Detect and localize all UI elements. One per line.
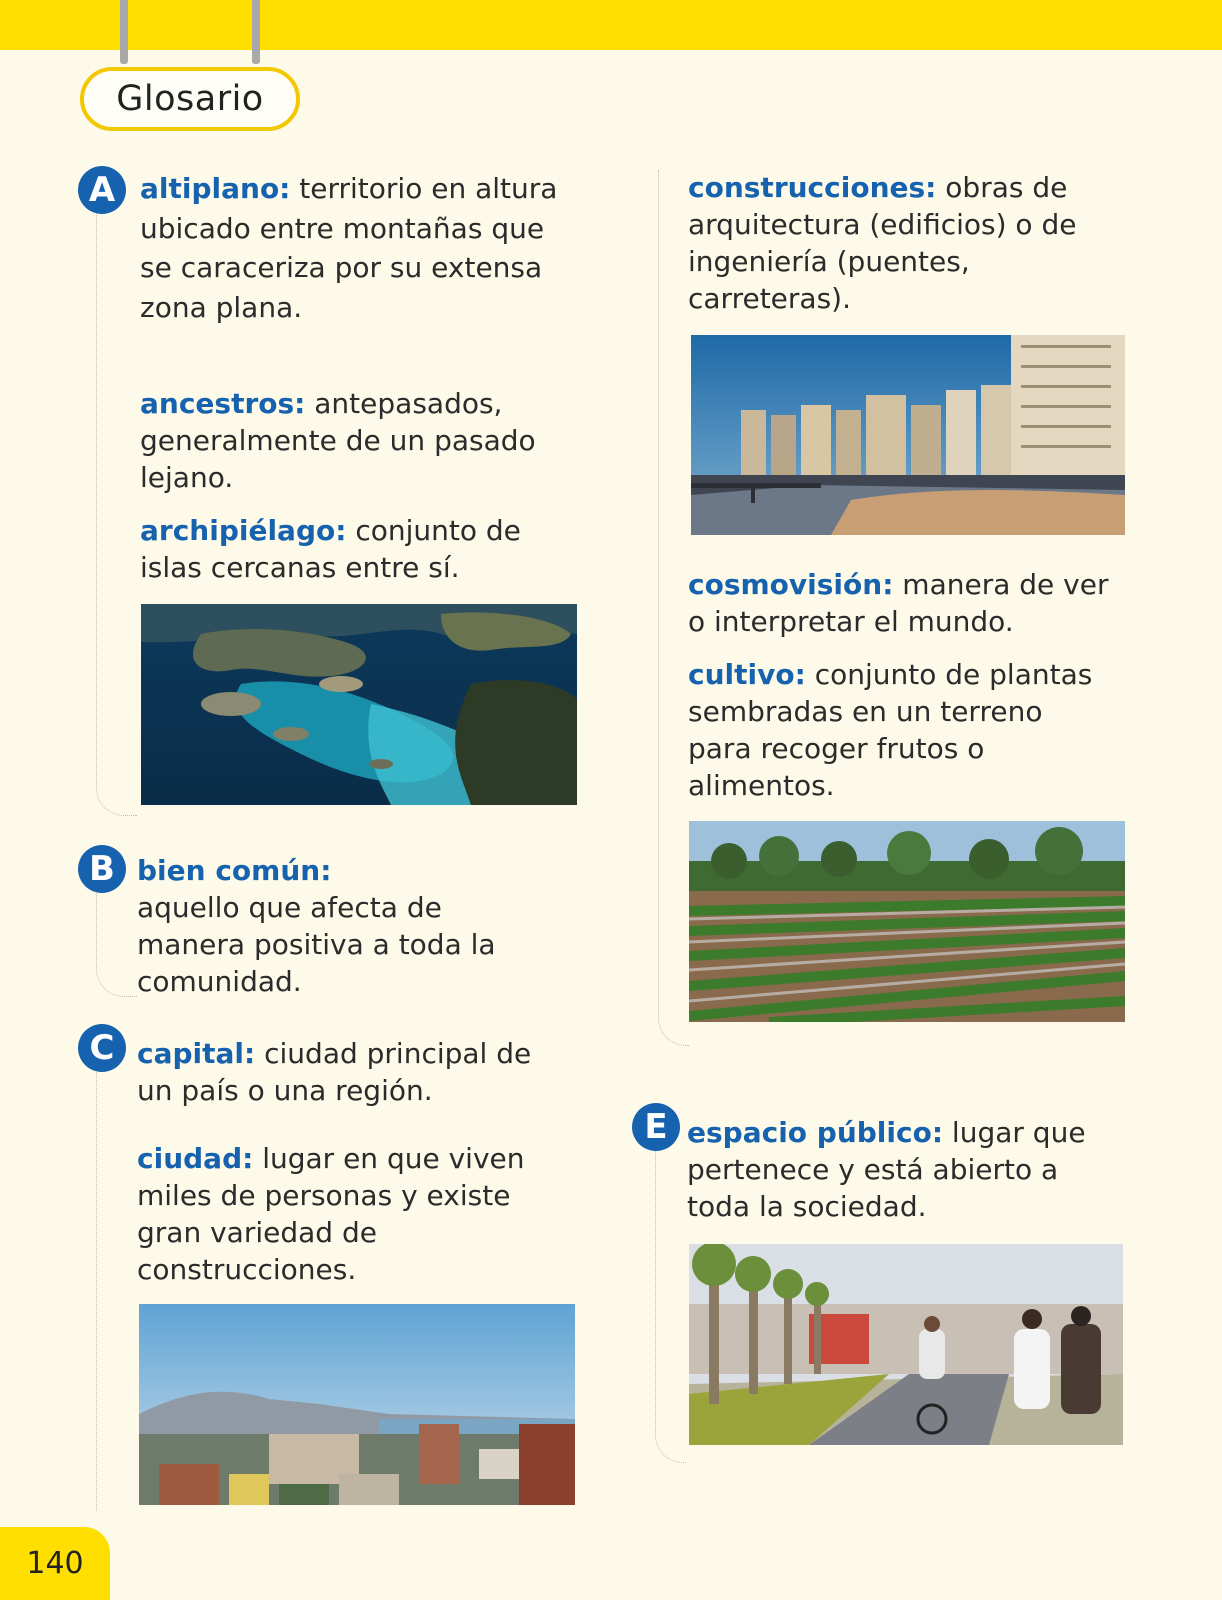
- section-e-bracket: [655, 1146, 686, 1463]
- definition-ancestros: antepasados, generalmente de un pasado lejano.: [140, 387, 536, 494]
- public-space-photo: [689, 1244, 1123, 1445]
- term-ciudad: ciudad:: [137, 1142, 254, 1175]
- page-title: Glosario: [80, 67, 300, 131]
- definition-bien-comun: aquello que afecta de manera positiva a toda la comunidad.: [137, 891, 496, 998]
- term-archipielago: archipiélago:: [140, 514, 347, 547]
- term-cultivo: cultivo:: [688, 658, 806, 691]
- section-c-bracket: [96, 1055, 97, 1511]
- entry-espacio-publico: [687, 1114, 1107, 1225]
- entry-altiplano: [140, 169, 560, 327]
- city-photo: [139, 1304, 575, 1505]
- hanger-clip-left: [120, 0, 128, 64]
- term-capital: capital:: [137, 1037, 256, 1070]
- letter-b-badge: B: [78, 845, 126, 893]
- term-ancestros: ancestros:: [140, 387, 306, 420]
- section-b-bracket: [96, 876, 137, 997]
- definition-ciudad: lugar en que viven miles de personas y existe gran variedad de construcciones.: [137, 1142, 525, 1286]
- page-number: 140: [0, 1527, 110, 1600]
- definition-espacio-publico: lugar que pertenece y está abierto a toda la sociedad.: [687, 1116, 1086, 1223]
- term-construcciones: construcciones:: [688, 171, 937, 204]
- entry-cosmovision: [688, 566, 1118, 640]
- entry-ancestros: [140, 385, 540, 496]
- definition-altiplano: territorio en altura ubicado entre montañas que se caraceriza por su extensa zona plana.: [140, 172, 558, 324]
- definition-cultivo: conjunto de plantas sembradas en un terreno para recoger frutos o alimentos.: [688, 658, 1093, 802]
- term-bien-comun: bien común:: [137, 854, 332, 887]
- crops-photo: [689, 821, 1125, 1022]
- entry-cultivo: [688, 656, 1108, 804]
- letter-a-badge: A: [78, 166, 126, 214]
- letter-c-badge: C: [78, 1024, 126, 1072]
- entry-bien-comun: [137, 852, 557, 1000]
- definition-archipielago: conjunto de islas cercanas entre sí.: [140, 514, 521, 584]
- top-banner: [0, 0, 1222, 50]
- constructions-photo: [691, 335, 1125, 535]
- definition-construcciones: obras de arquitectura (edificios) o de ingeniería (puentes, carreteras).: [688, 171, 1077, 315]
- entry-archipielago: [140, 512, 540, 586]
- hanger-clip-right: [252, 0, 260, 64]
- term-cosmovision: cosmovisión:: [688, 568, 894, 601]
- term-espacio-publico: espacio público:: [687, 1116, 944, 1149]
- entry-capital: [137, 1035, 557, 1109]
- definition-cosmovision: manera de ver o interpretar el mundo.: [688, 568, 1109, 638]
- entry-construcciones: [688, 169, 1108, 317]
- section-a2-bracket: [658, 170, 689, 1046]
- entry-ciudad: [137, 1140, 557, 1288]
- section-a-bracket: [96, 200, 137, 816]
- term-altiplano: altiplano:: [140, 172, 291, 205]
- archipelago-photo: [141, 604, 577, 805]
- letter-e-badge: E: [632, 1103, 680, 1151]
- definition-capital: ciudad principal de un país o una región.: [137, 1037, 532, 1107]
